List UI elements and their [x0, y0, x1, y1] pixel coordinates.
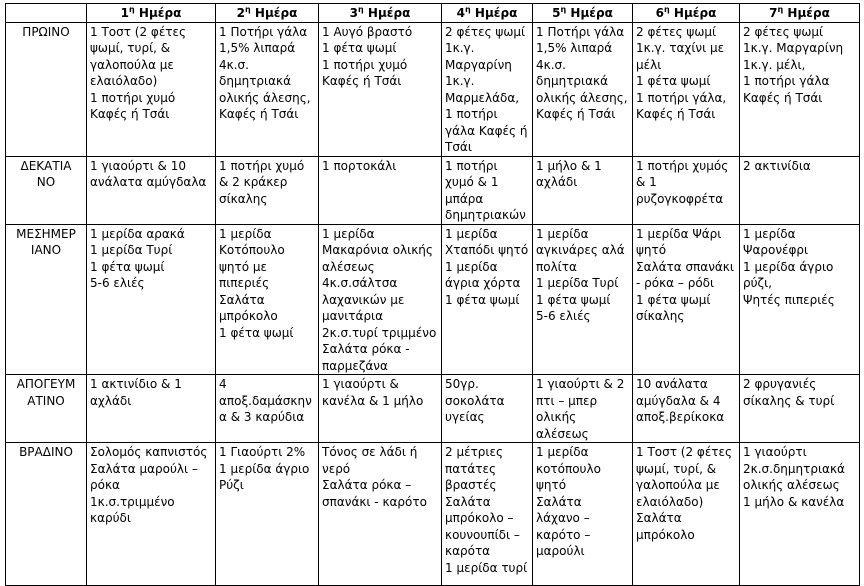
- menu-cell: [216, 375, 319, 443]
- menu-cell: [740, 156, 860, 224]
- menu-item: 2 φρυγανιές σίκαλης & τυρί: [743, 377, 835, 408]
- menu-item: Καφές ή Τσάι: [322, 74, 402, 88]
- menu-item: 1 μερίδα Ψαρονέφρι: [743, 226, 809, 257]
- menu-item: 1 Τοστ (2 φέτες ψωμί, τυρί, & γαλοπούλα με ελαιόλαδο): [90, 24, 187, 88]
- menu-item: 5-6 ελιές: [90, 276, 145, 290]
- meal-label-line: ΜΕΣΗΜΕΡ: [16, 226, 76, 241]
- menu-item: 1 γιαούρτι: [743, 445, 807, 459]
- menu-cell: [533, 156, 633, 224]
- menu-item: 1 γιαούρτι & κανέλα & 1 μήλο: [322, 377, 424, 408]
- day-header: $6^\eta$ Ημέρα: [633, 4, 740, 23]
- menu-item: 1 ποτήρι χυμό: [90, 90, 176, 105]
- menu-item: Καφές ή Τσάι: [90, 107, 170, 121]
- meal-label-line: ΑΤΙΝΟ: [27, 393, 65, 408]
- menu-cell: [442, 22, 533, 156]
- menu-item: 1 μερίδα κοτόπουλο ψητό: [536, 445, 601, 492]
- meal-label: [6, 443, 87, 586]
- menu-cell: [633, 375, 740, 443]
- meal-label-line: ΝΟ: [36, 175, 56, 189]
- meal-row: [6, 22, 860, 156]
- meal-label-line: ΔΕΚΑΤΙΑ: [20, 158, 72, 173]
- menu-item: Σολομός καπνιστός: [90, 445, 208, 459]
- menu-item: 1κ.γ. Μαρμελάδα,: [445, 74, 520, 105]
- menu-cell: [633, 22, 740, 156]
- menu-cell: [442, 375, 533, 443]
- menu-cell: [216, 156, 319, 224]
- meal-row: [6, 443, 860, 586]
- menu-item: Σαλάτα ρόκα - παρμεζάνα: [322, 342, 410, 373]
- menu-item: 1 μερίδα Χταπόδι ψητό: [445, 226, 529, 257]
- menu-item: 1 Γιαούρτι 2%: [219, 445, 306, 459]
- menu-item: 1 ποτήρι χυμό & 2 κράκερ σίκαλης: [219, 158, 305, 206]
- menu-cell: [633, 224, 740, 375]
- menu-item: 2 φέτες ψωμί: [743, 24, 824, 39]
- menu-item: 1 μερίδα τυρί: [445, 560, 528, 575]
- menu-item: 1 φέτα ψωμί: [322, 41, 397, 55]
- menu-item: 2κ.σ.δημητριακά ολικής αλέσεως: [743, 461, 845, 492]
- menu-item: 1 φέτα ψωμί: [445, 292, 520, 307]
- menu-cell: [533, 224, 633, 375]
- menu-cell: [740, 375, 860, 443]
- menu-cell: [533, 375, 633, 443]
- menu-item: Σαλάτα ρόκα – σπανάκι - καρότο: [322, 478, 427, 509]
- menu-item: 1 φέτα ψωμί: [636, 74, 711, 88]
- menu-item: 5-6 ελιές: [536, 309, 591, 323]
- menu-cell: [533, 443, 633, 586]
- menu-item: 1 Ποτήρι γάλα 1,5% λιπαρά: [219, 24, 308, 55]
- meal-row: [6, 375, 860, 443]
- menu-item: 4κ.σ.σάλτσα λαχανικών με μανιτάρια: [322, 276, 405, 323]
- menu-cell: [319, 156, 442, 224]
- menu-item: 1 φέτα ψωμί: [219, 325, 294, 340]
- meal-label-line: ΠΡΩΙΝΟ: [22, 24, 70, 39]
- corner-cell: [6, 4, 87, 23]
- menu-item: 1 μερίδα Μακαρόνια ολικής αλέσεως: [322, 226, 433, 274]
- menu-cell: [740, 443, 860, 586]
- menu-cell: [633, 156, 740, 224]
- menu-item: 1 ποτήρι χυμό & 1 μπάρα δημητριακών: [445, 158, 526, 222]
- meal-label: [6, 156, 87, 224]
- meal-label: [6, 224, 87, 375]
- menu-item: 1 γιαούρτι & 2 πτι – μπερ ολικής αλέσεως: [536, 377, 625, 441]
- menu-item: Σαλάτα μπρόκολο – κουνουπίδι – καρότα: [445, 494, 520, 558]
- menu-item: 1 φέτα ψωμί: [536, 292, 611, 307]
- menu-item: 1 μερίδα άγριο ρύζι,: [743, 259, 834, 290]
- menu-item: 50γρ. σοκολάτα υγείας: [445, 377, 505, 424]
- menu-item: 4κ.σ. δημητριακά ολικής άλεσης, Καφές ή Τσάι: [219, 57, 311, 121]
- menu-cell: [319, 375, 442, 443]
- menu-item: Σαλάτα λάχανο – καρότο – μαρούλι: [536, 494, 591, 558]
- menu-item: 1 μήλο & κανέλα: [743, 494, 845, 509]
- meal-label: [6, 22, 87, 156]
- menu-cell: [319, 224, 442, 375]
- menu-item: 2 φέτες ψωμί: [445, 24, 526, 39]
- menu-cell: [533, 22, 633, 156]
- day-header: $2^\eta$ Ημέρα: [216, 4, 319, 23]
- day-header: $7^\eta$ Ημέρα: [740, 4, 860, 23]
- menu-cell: [87, 375, 216, 443]
- menu-item: 2 ακτινίδια: [743, 158, 811, 173]
- menu-cell: [319, 22, 442, 156]
- menu-item: 1 ποτήρι χυμό: [322, 57, 408, 72]
- menu-cell: [87, 224, 216, 375]
- menu-cell: [87, 22, 216, 156]
- meal-plan-table: [5, 3, 860, 586]
- menu-cell: [442, 156, 533, 224]
- menu-item: 1 μερίδα αγκινάρες αλά πολίτα: [536, 226, 625, 274]
- menu-item: 1 μερίδα Κοτόπουλο ψητό με πιπεριές: [219, 226, 285, 290]
- header-row: [6, 4, 860, 23]
- menu-item: 1 Αυγό βραστό: [322, 24, 413, 39]
- menu-item: 2 μέτριες πατάτες βραστές: [445, 445, 504, 492]
- meal-rows: [6, 22, 860, 586]
- menu-item: Τόνος σε λάδι ή νερό: [322, 445, 418, 476]
- menu-item: 1 μερίδα Τυρί: [90, 243, 173, 257]
- menu-item: 4κ.σ. δημητριακά ολικής άλεσης, Καφές ή Τσάι: [536, 57, 628, 121]
- menu-item: 1 ποτήρι γάλα Καφές ή Τσάι: [743, 74, 830, 105]
- menu-item: 1 πορτοκάλι: [322, 158, 397, 173]
- menu-item: 1 μήλο & 1 αχλάδι: [536, 158, 602, 189]
- menu-item: 4 αποξ.δαμάσκηνα & 3 καρύδια: [219, 377, 312, 424]
- menu-cell: [442, 443, 533, 586]
- menu-item: 10 ανάλατα αμύγδαλα & 4 αποξ.βερίκοκα: [636, 377, 725, 424]
- menu-cell: [319, 443, 442, 586]
- meal-row: [6, 156, 860, 224]
- menu-cell: [216, 22, 319, 156]
- meal-label-line: ΒΡΑΔΙΝΟ: [19, 445, 73, 459]
- meal-row: [6, 224, 860, 375]
- meal-label: [6, 375, 87, 443]
- menu-cell: [442, 224, 533, 375]
- menu-item: 1κ.γ. Μαργαρίνη: [743, 41, 844, 55]
- menu-item: 1 Τοστ (2 φέτες ψωμί, τυρί, & γαλοπούλα με ελαιόλαδο): [636, 445, 733, 509]
- menu-cell: [87, 443, 216, 586]
- menu-item: Σαλάτα μπρόκολο: [219, 292, 278, 323]
- menu-item: Σαλάτα σπανάκι - ρόκα – ρόδι: [636, 259, 734, 290]
- menu-cell: [216, 224, 319, 375]
- day-header: $1^\eta$ Ημέρα: [87, 4, 216, 23]
- menu-item: 1 ποτήρι γάλα, Καφές ή Τσάι: [636, 90, 727, 121]
- menu-item: 1 μερίδα Τυρί: [536, 276, 619, 290]
- meal-label-line: ΙΑΝΟ: [30, 243, 62, 257]
- menu-cell: [633, 443, 740, 586]
- menu-item: 1 μερίδα άγριο Ρύζι: [219, 461, 310, 492]
- menu-item: 1 ακτινίδιο & 1 αχλάδι: [90, 377, 182, 408]
- menu-item: 2κ.σ.τυρί τριμμένο: [322, 325, 437, 340]
- menu-item: Σαλάτα μαρούλι – ρόκα: [90, 461, 198, 492]
- day-header: $3^\eta$ Ημέρα: [319, 4, 442, 23]
- menu-item: 1 γιαούρτι & 10 ανάλατα αμύγδαλα: [90, 158, 207, 189]
- menu-cell: [87, 156, 216, 224]
- menu-item: 1 ποτήρι χυμός & 1 ρυζογκοφρέτα: [636, 158, 729, 206]
- day-header: $5^\eta$ Ημέρα: [533, 4, 633, 23]
- menu-item: 1 Ποτήρι γάλα 1,5% λιπαρά: [536, 24, 625, 55]
- menu-item: 1 μερίδα αρακά: [90, 226, 185, 241]
- day-header: $4^\eta$ Ημέρα: [442, 4, 533, 23]
- menu-cell: [216, 443, 319, 586]
- menu-item: 1 ποτήρι γάλα Καφές ή Τσάι: [445, 107, 528, 154]
- menu-item: Ψητές πιπεριές: [743, 292, 835, 307]
- meal-label-line: ΑΠΟΓΕΥΜ: [16, 377, 76, 391]
- menu-item: 1 μερίδα άγρια χόρτα: [445, 259, 521, 290]
- menu-item: 1κ.γ. Μαργαρίνη: [445, 41, 512, 72]
- menu-item: 1κ.γ. ταχίνι με μέλι: [636, 41, 725, 72]
- menu-cell: [740, 22, 860, 156]
- menu-item: 1 φέτα ψωμί: [90, 259, 165, 274]
- menu-item: 1κ.γ. μέλι,: [743, 57, 806, 72]
- menu-item: 2 φέτες ψωμί: [636, 24, 717, 39]
- menu-item: Σαλάτα μπρόκολο: [636, 511, 695, 542]
- menu-item: 1 φέτα ψωμί σίκαλης: [636, 292, 711, 323]
- menu-cell: [740, 224, 860, 375]
- menu-item: 1 μερίδα Ψάρι ψητό: [636, 226, 722, 257]
- menu-item: 1κ.σ.τριμμένο καρύδι: [90, 494, 175, 525]
